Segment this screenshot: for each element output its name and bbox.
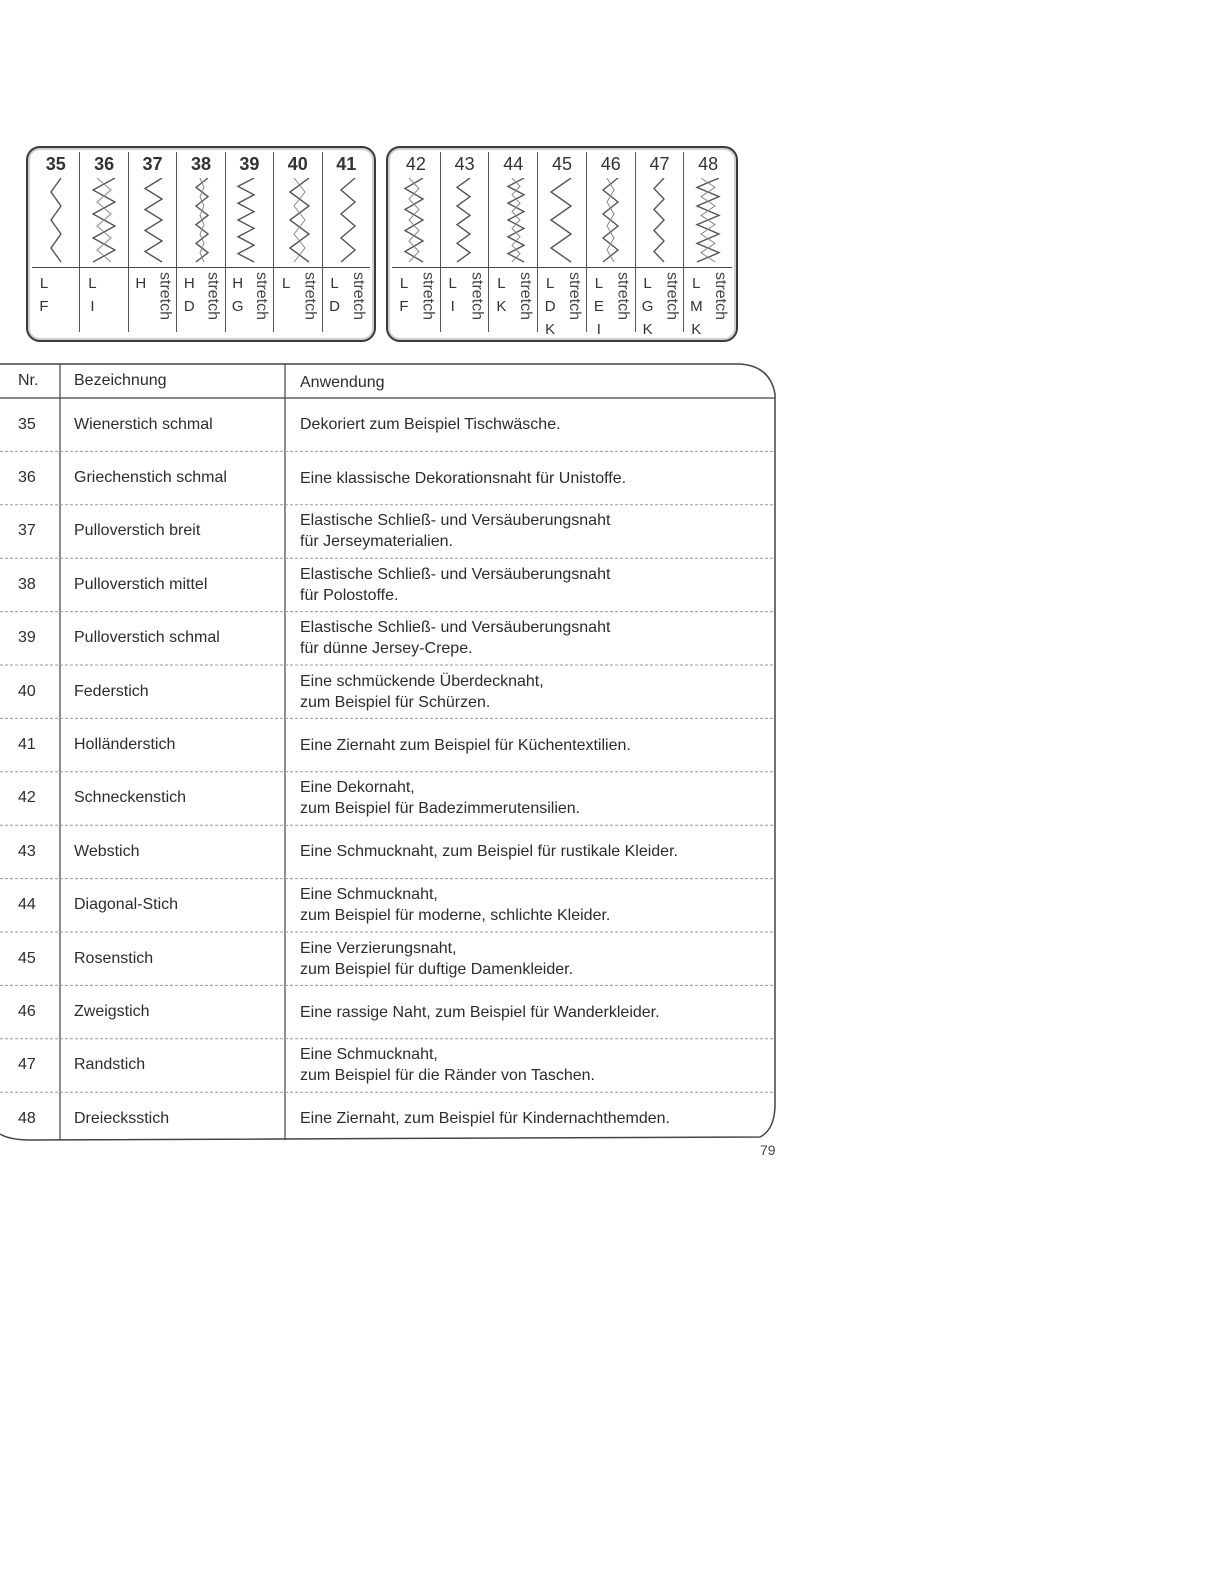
table-row: [0, 451, 790, 504]
stitch-code-letter: L: [497, 275, 506, 292]
stitch-number: 37: [142, 154, 163, 174]
stitch-pattern-icon: [283, 178, 313, 264]
stitch-application: [300, 938, 780, 980]
row-number: 38: [18, 575, 36, 593]
stretch-label: stretch: [712, 272, 730, 321]
stitch-divider: [274, 267, 321, 268]
stitch-code-letter: I: [596, 321, 601, 338]
application-line: Eine rassige Naht, zum Beispiel für Wanderkleider.: [300, 1003, 660, 1021]
stitch-code-letter: F: [399, 298, 409, 315]
stitch-code-letter: L: [643, 275, 652, 292]
stitch-pattern-icon: [234, 178, 264, 264]
stitch-code: [84, 272, 100, 318]
row-number: 43: [18, 842, 36, 860]
stitch-code-letter: G: [231, 298, 244, 315]
stitch-number: 35: [45, 154, 66, 174]
stitch-number: 45: [552, 154, 573, 174]
stitch-code-letter: H: [183, 275, 195, 292]
stitch-pattern-icon: [596, 178, 626, 264]
application-line: Eine Ziernaht, zum Beispiel für Kindernachthemden.: [300, 1110, 670, 1128]
stitch-37: [129, 152, 177, 332]
stitch-number: 39: [239, 154, 260, 174]
stitch-40: [274, 152, 322, 332]
stitch-pattern-icon: [401, 178, 431, 264]
application-line: Eine Dekornaht,: [300, 779, 415, 797]
stitch-application: [300, 884, 780, 926]
stretch-label: stretch: [468, 272, 486, 321]
stitch-number: 44: [503, 154, 524, 174]
stitch-code: [396, 272, 412, 318]
stitch-code: [493, 272, 509, 318]
stitch-code-letter: H: [135, 275, 147, 292]
stitch-code: [278, 272, 294, 318]
stitch-code-letter: I: [450, 298, 455, 315]
stitch-application: [300, 1044, 780, 1086]
stretch-label: stretch: [663, 272, 681, 321]
stitch-divider: [684, 267, 732, 268]
stitch-number: 46: [600, 154, 621, 174]
stitch-code-letter: L: [39, 275, 49, 292]
stitch-table: [0, 362, 795, 1142]
stitch-name: Wienerstich schmal: [74, 415, 213, 433]
stitch-code: [542, 272, 558, 341]
stitch-code-letter: K: [496, 298, 507, 315]
application-line: zum Beispiel für Schürzen.: [300, 693, 491, 711]
stitch-47: [636, 152, 685, 338]
table-row: [0, 879, 790, 932]
stitch-code-letter: L: [88, 275, 97, 292]
application-line: für Jerseymaterialien.: [300, 533, 453, 551]
stitch-application: [300, 671, 780, 713]
stitch-name: Webstich: [74, 842, 140, 860]
stretch-label: stretch: [614, 272, 632, 321]
stitch-name: Schneckenstich: [74, 789, 187, 807]
table-row: [0, 612, 790, 665]
stitch-name: Federstich: [74, 682, 149, 700]
stitch-code-letter: L: [545, 275, 555, 292]
stitch-divider: [538, 267, 586, 268]
stitch-application: [300, 564, 780, 606]
stitch-application: [300, 1002, 780, 1023]
stitch-divider: [226, 267, 273, 268]
table-row: [0, 665, 790, 718]
application-line: Elastische Schließ- und Versäuberungsnaht: [300, 619, 611, 637]
row-number: 39: [18, 629, 36, 647]
stitch-panel-35-41: [26, 146, 376, 342]
stitch-divider: [177, 267, 224, 268]
table-row: [0, 1039, 790, 1092]
stitch-name: Rosenstich: [74, 949, 154, 967]
stitch-name: Diagonal-Stich: [74, 896, 179, 914]
stitch-application: [300, 510, 780, 552]
stretch-label: stretch: [349, 272, 367, 321]
stitch-number: 43: [454, 154, 475, 174]
stitch-name: Pulloverstich breit: [74, 522, 201, 540]
stitch-code-letter: [278, 295, 294, 318]
application-line: Eine Schmucknaht, zum Beispiel für rustikale Kleider.: [300, 843, 678, 861]
application-line: zum Beispiel für duftige Damenkleider.: [300, 960, 574, 978]
stitch-pattern-icon: [89, 178, 119, 264]
application-line: zum Beispiel für moderne, schlichte Kleider.: [300, 907, 611, 925]
application-line: Eine Schmucknaht,: [300, 1046, 438, 1064]
stretch-label: stretch: [253, 272, 271, 321]
stitch-code-letter: L: [281, 275, 291, 292]
stitch-pattern-icon: [186, 178, 216, 264]
stitch-code: [445, 272, 461, 318]
application-line: Eine Verzierungsnaht,: [300, 939, 457, 957]
row-number: 37: [18, 522, 36, 540]
stitch-number: 42: [405, 154, 426, 174]
stitch-48: [684, 152, 732, 338]
stitch-code-letter: D: [329, 298, 340, 315]
stitch-pattern-icon: [450, 178, 480, 264]
stitch-code: [133, 272, 149, 318]
stitch-name: Randstich: [74, 1056, 146, 1074]
stretch-label: stretch: [565, 272, 583, 321]
stitch-code-letter: [133, 295, 149, 318]
stitch-number: 47: [649, 154, 670, 174]
stitch-grid: [392, 152, 732, 338]
stitch-divider: [129, 267, 176, 268]
row-number: 44: [18, 896, 36, 914]
application-line: zum Beispiel für Badezimmerutensilien.: [300, 800, 581, 818]
stretch-label: stretch: [204, 272, 222, 321]
stitch-application: [300, 735, 780, 756]
stitch-divider: [392, 267, 440, 268]
stitch-code: [36, 272, 52, 318]
table-row: [0, 505, 790, 558]
stitch-45: [538, 152, 587, 338]
row-number: 46: [18, 1003, 36, 1021]
application-line: für Polostoffe.: [300, 586, 399, 604]
stitch-number: 40: [287, 154, 308, 174]
application-line: für dünne Jersey-Crepe.: [300, 640, 473, 658]
stitch-divider: [441, 267, 489, 268]
header-nr: Nr.: [18, 372, 39, 389]
table-row: [0, 558, 790, 611]
stitch-43: [441, 152, 490, 332]
stitch-code: [591, 272, 607, 341]
stitch-code: [688, 272, 704, 341]
stitch-pattern-icon: [547, 178, 577, 264]
stitch-pattern-icon: [498, 178, 528, 264]
stitch-name: Griechenstich schmal: [74, 469, 227, 487]
table-row: [0, 398, 790, 451]
stitch-42: [392, 152, 441, 332]
stitch-pattern-icon: [644, 178, 674, 264]
stitch-41: [323, 152, 370, 332]
stitch-divider: [636, 267, 684, 268]
stitch-44: [489, 152, 538, 332]
table-row: [0, 932, 790, 985]
stitch-code-letter: L: [594, 275, 604, 292]
row-number: 48: [18, 1109, 36, 1127]
stitch-grid: [32, 152, 370, 332]
stitch-code-letter: L: [399, 275, 409, 292]
stitch-name: Dreiecksstich: [74, 1109, 170, 1127]
table-row: [0, 985, 790, 1038]
application-line: Eine schmückende Überdecknaht,: [300, 672, 544, 690]
application-line: Elastische Schließ- und Versäuberungsnaht: [300, 565, 611, 583]
stitch-code-letter: D: [544, 298, 556, 315]
table-row: [0, 1092, 790, 1145]
table-row: [0, 825, 790, 878]
stitch-code-letter: K: [642, 321, 653, 338]
application-line: Eine Schmucknaht,: [300, 886, 438, 904]
stitch-38: [177, 152, 225, 332]
table-row: [0, 772, 790, 825]
stitch-code-letter: M: [690, 298, 703, 315]
stitch-pattern-icon: [138, 178, 168, 264]
stitch-code-letter: L: [692, 275, 701, 292]
stretch-label: stretch: [419, 272, 437, 321]
stitch-code-letter: I: [90, 298, 95, 315]
stitch-code-letter: F: [39, 298, 49, 315]
row-number: 36: [18, 469, 36, 487]
application-line: Dekoriert zum Beispiel Tischwäsche.: [300, 416, 561, 434]
stitch-name: Pulloverstich mittel: [74, 575, 208, 593]
page-number: 79: [760, 1142, 776, 1158]
stitch-name: Zweigstich: [74, 1003, 150, 1021]
stitch-code-letter: K: [691, 321, 702, 338]
stitch-code: [230, 272, 246, 318]
stitch-code-letter: H: [232, 275, 244, 292]
stitch-code: [181, 272, 197, 318]
stitch-36: [80, 152, 128, 332]
stitch-35: [32, 152, 80, 332]
stitch-name: Pulloverstich schmal: [74, 629, 220, 647]
stretch-label: stretch: [301, 272, 319, 321]
stitch-application: [300, 414, 780, 435]
row-number: 41: [18, 736, 36, 754]
stitch-pattern-icon: [331, 178, 361, 264]
stitch-code-letter: L: [448, 275, 457, 292]
stitch-code-letter: K: [545, 321, 556, 338]
row-number: 35: [18, 415, 36, 433]
stitch-name: Holländerstich: [74, 736, 176, 754]
stitch-application: [300, 468, 780, 489]
application-line: Eine klassische Dekorationsnaht für Unistoffe.: [300, 469, 627, 487]
stitch-number: 48: [698, 154, 719, 174]
stitch-divider: [323, 267, 370, 268]
row-number: 40: [18, 682, 36, 700]
stitch-code: [327, 272, 343, 318]
header-name: Bezeichnung: [74, 372, 167, 389]
stitch-application: [300, 777, 780, 819]
stitch-46: [587, 152, 636, 338]
header-application: Anwendung: [300, 374, 385, 391]
application-line: Eine Ziernaht zum Beispiel für Küchentextilien.: [300, 736, 631, 754]
stitch-application: [300, 617, 780, 659]
stitch-divider: [32, 267, 79, 268]
stitch-divider: [489, 267, 537, 268]
stitch-pattern-icon: [41, 178, 71, 264]
stitch-39: [226, 152, 274, 332]
application-line: Elastische Schließ- und Versäuberungsnaht: [300, 512, 611, 530]
stitch-application: [300, 841, 780, 862]
stitch-divider: [80, 267, 127, 268]
stitch-code-letter: E: [593, 298, 604, 315]
stitch-code-letter: D: [183, 298, 195, 315]
application-line: zum Beispiel für die Ränder von Taschen.: [300, 1067, 595, 1085]
stitch-code: [640, 272, 656, 341]
table-row: [0, 718, 790, 771]
row-number: 47: [18, 1056, 36, 1074]
stitch-code-letter: L: [330, 275, 339, 292]
stitch-number: 41: [336, 154, 357, 174]
stitch-panel-42-48: [386, 146, 738, 342]
stitch-divider: [587, 267, 635, 268]
stitch-pattern-icon: [693, 178, 723, 264]
row-number: 42: [18, 789, 36, 807]
stitch-application: [300, 1108, 780, 1129]
stretch-label: stretch: [156, 272, 174, 321]
stretch-label: stretch: [517, 272, 535, 321]
stitch-code-letter: G: [641, 298, 654, 315]
row-number: 45: [18, 949, 36, 967]
stitch-number: 36: [94, 154, 115, 174]
stitch-number: 38: [190, 154, 211, 174]
